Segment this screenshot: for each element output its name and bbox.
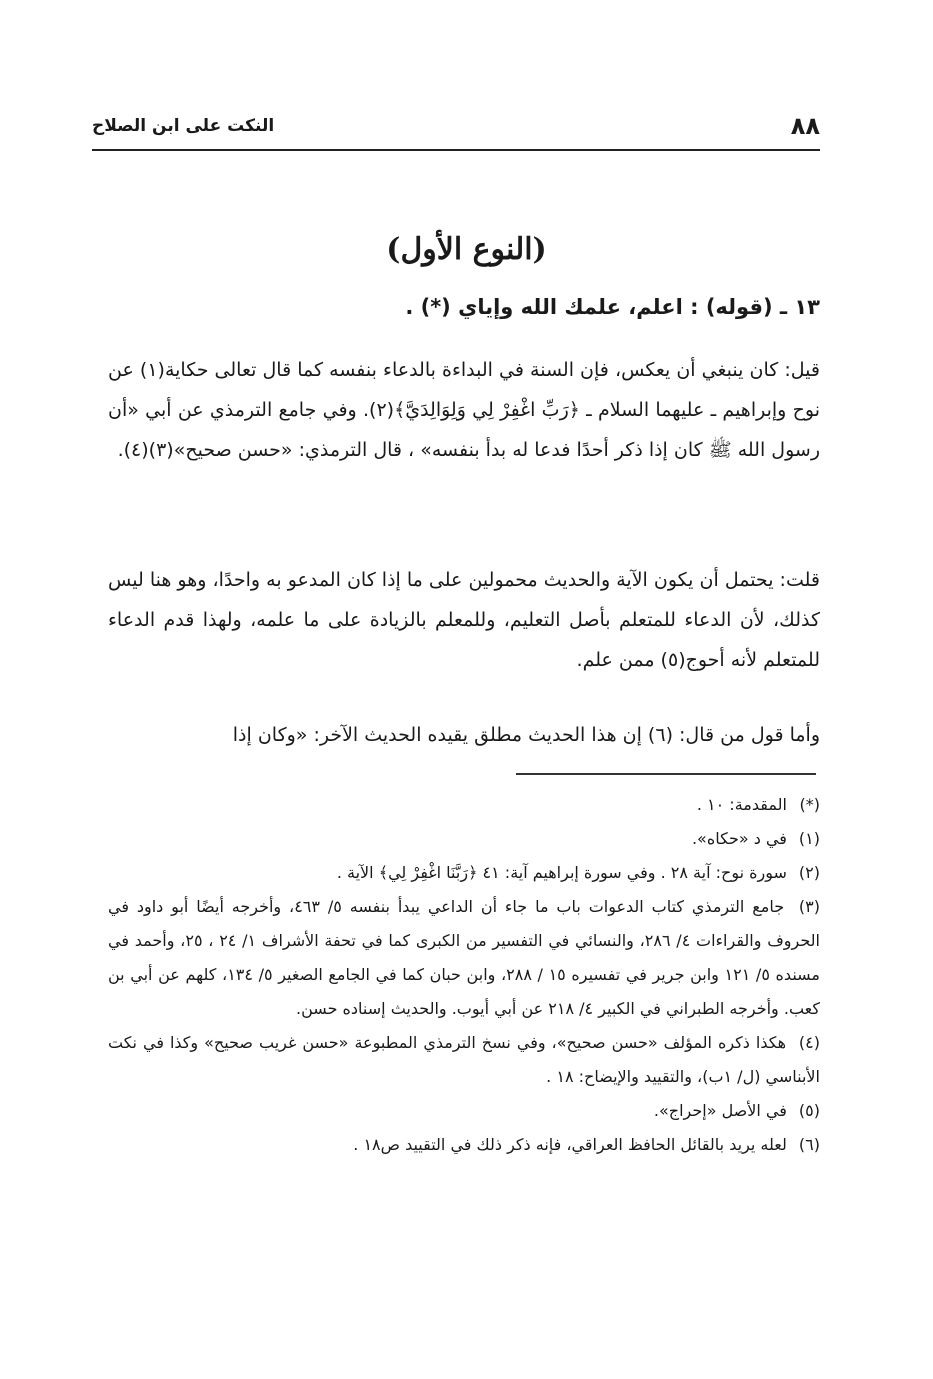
footnote-mark: (٤) <box>798 1033 821 1052</box>
footnote-text: هكذا ذكره المؤلف «حسن صحيح»، وفي نسخ الترمذي المطبوعة «حسن غريب صحيح» وكذا في نكت الأبناسي (ل/ ١ب)، والتقييد والإيضاح: ١٨ . <box>108 1033 820 1086</box>
footnote-mark: (٢) <box>798 863 820 882</box>
footnotes <box>108 788 820 1162</box>
footnote-divider <box>516 773 816 775</box>
footnote-text: المقدمة: ١٠ . <box>696 795 787 814</box>
footnote <box>108 1128 820 1162</box>
footnote-mark: (٣) <box>798 897 820 916</box>
body-paragraph: قيل: كان ينبغي أن يعكس، فإن السنة في البداءة بالدعاء بنفسه كما قال تعالى حكاية(١) عن نوح وإبراهيم ـ عليهما السلام ـ ﴿رَبِّ اغْفِرْ لِي وَلِوَالِدَيَّ﴾(٢). وفي جامع الترمذي عن أبي «أن رسول الله ﷺ كان إذا ذكر أحدًا فدعا له بدأ بنفسه» ، قال الترمذي: «حسن صحيح»(٣)(٤). <box>108 359 820 461</box>
header-divider <box>92 149 820 151</box>
footnote <box>108 856 820 890</box>
chapter-title: (النوع الأول) <box>386 232 547 267</box>
footnote <box>108 822 820 856</box>
footnote-mark: (*) <box>799 795 820 814</box>
footnote-text: لعله يريد بالقائل الحافظ العراقي، فإنه ذكر ذلك في التقييد ص١٨ . <box>353 1135 787 1154</box>
footnote <box>108 890 820 1026</box>
footnote-mark: (٥) <box>798 1101 820 1120</box>
page-number: ٨٨ <box>790 112 820 140</box>
entry-heading: ١٣ ـ (قوله) : اعلم، علمك الله وإياي (*) . <box>405 295 820 319</box>
footnote <box>108 1094 820 1128</box>
footnote-text: في د «حكاه». <box>691 829 787 848</box>
footnote-mark: (١) <box>798 829 820 848</box>
footnote-text: في الأصل «إحراج». <box>653 1101 787 1120</box>
footnote-mark: (٦) <box>798 1135 820 1154</box>
footnote-text: جامع الترمذي كتاب الدعوات باب ما جاء أن الداعي يبدأ بنفسه ٥/ ٤٦٣، وأخرجه أيضًا أبو داود في الحروف والقراءات ٤/ ٢٨٦، والنسائي في التفسير من الكبرى كما في تحفة الأشراف ١/ ٢٤ ، ٢٥، وأحمد في مسنده ٥/ ١٢١ وابن جرير في تفسيره ١٥ / ٢٨٨، وابن حبان كما في الجامع الصغير ٥/ ١٣٤، كلهم عن أبي بن كعب. وأخرجه الطبراني في الكبير ٤/ ٢١٨ عن أبي أيوب. والحديث إسناده حسن. <box>108 897 820 1018</box>
body-paragraph: قلت: يحتمل أن يكون الآية والحديث محمولين على ما إذا كان المدعو به واحدًا، وهو هنا ليس كذلك، لأن الدعاء للمتعلم بأصل التعليم، وللمعلم بالزيادة على ما علمه، ولهذا قدم الدعاء للمتعلم لأنه أحوج(٥) ممن علم. <box>108 569 820 671</box>
footnote-text: سورة نوح: آية ٢٨ . وفي سورة إبراهيم آية: ٤١ ﴿رَبَّنَا اغْفِرْ لِي﴾ الآية . <box>336 863 787 882</box>
footnote <box>108 1026 820 1094</box>
body-paragraph: وأما قول من قال: (٦) إن هذا الحديث مطلق يقيده الحديث الآخر: «وكان إذا <box>232 724 820 746</box>
book-title: النكت على ابن الصلاح <box>92 116 275 136</box>
running-header <box>92 112 820 146</box>
footnote <box>108 788 820 822</box>
